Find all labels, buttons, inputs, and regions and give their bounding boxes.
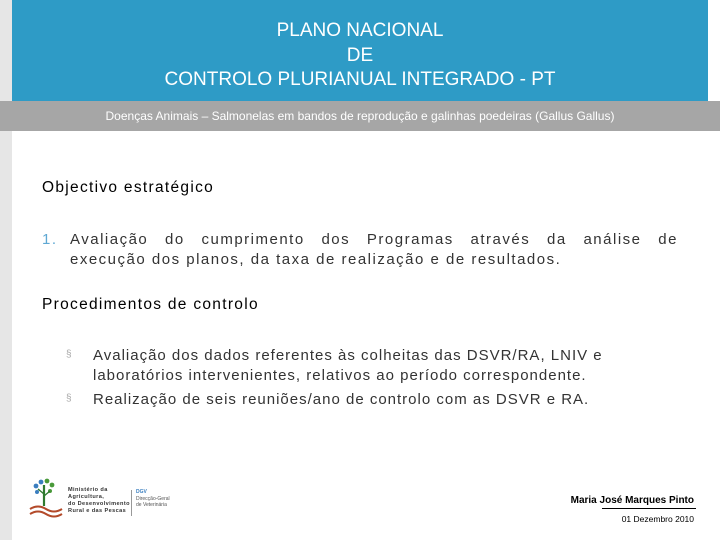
author-name: Maria José Marques Pinto xyxy=(570,495,694,506)
word: Programas xyxy=(366,231,454,248)
left-margin-strip xyxy=(0,0,12,540)
footer-divider xyxy=(602,508,696,509)
ministry-line: Ministério da xyxy=(68,487,108,493)
ministry-tree-icon xyxy=(28,476,64,520)
ministry-line: Agricultura, xyxy=(68,494,105,500)
bullet-item-1-line-1: Avaliação dos dados referentes às colheitas das DSVR/RA, LNIV e xyxy=(93,347,603,364)
section-heading-procedures: Procedimentos de controlo xyxy=(42,296,259,313)
title-line-2: DE xyxy=(346,45,374,66)
bullet-icon: § xyxy=(66,393,72,404)
word: de xyxy=(658,231,678,248)
word: dos xyxy=(321,231,351,248)
list-number: 1. xyxy=(42,231,58,248)
agency-name xyxy=(136,489,186,509)
ministry-logo xyxy=(28,476,188,522)
agency-line: Direcção-Geral xyxy=(136,495,170,502)
subtitle: Doenças Animais – Salmonelas em bandos de reprodução e galinhas poedeiras (Gallus Gallus) xyxy=(105,109,615,123)
title-line-3: CONTROLO PLURIANUAL INTEGRADO - PT xyxy=(164,69,556,90)
ministry-line: do Desenvolvimento xyxy=(68,501,130,507)
list-item-line-1 xyxy=(70,230,678,250)
word: através xyxy=(470,231,531,248)
word: do xyxy=(165,231,185,248)
title-line-1: PLANO NACIONAL xyxy=(276,20,444,41)
header-banner xyxy=(12,0,708,101)
word: análise xyxy=(583,231,642,248)
subtitle-bar xyxy=(0,101,720,131)
bullet-item-2: Realização de seis reuniões/ano de controlo com as DSVR e RA. xyxy=(93,391,590,408)
section-heading-objective: Objectivo estratégico xyxy=(42,179,215,196)
logo-divider xyxy=(131,490,132,516)
ministry-name xyxy=(68,487,128,515)
ministry-line: Rural e das Pescas xyxy=(68,508,127,514)
bullet-icon: § xyxy=(66,349,72,360)
agency-acronym: DGV xyxy=(136,489,147,495)
list-item-line-2: execução dos planos, da taxa de realização e de resultados. xyxy=(70,251,562,268)
bullet-item-1-line-2: laboratórios intervenientes, relativos ao período correspondente. xyxy=(93,367,587,384)
word: da xyxy=(547,231,567,248)
agency-line: de Veterinária xyxy=(136,502,167,508)
presentation-date: 01 Dezembro 2010 xyxy=(621,514,694,524)
word: cumprimento xyxy=(201,231,305,248)
word: Avaliação xyxy=(70,231,149,248)
